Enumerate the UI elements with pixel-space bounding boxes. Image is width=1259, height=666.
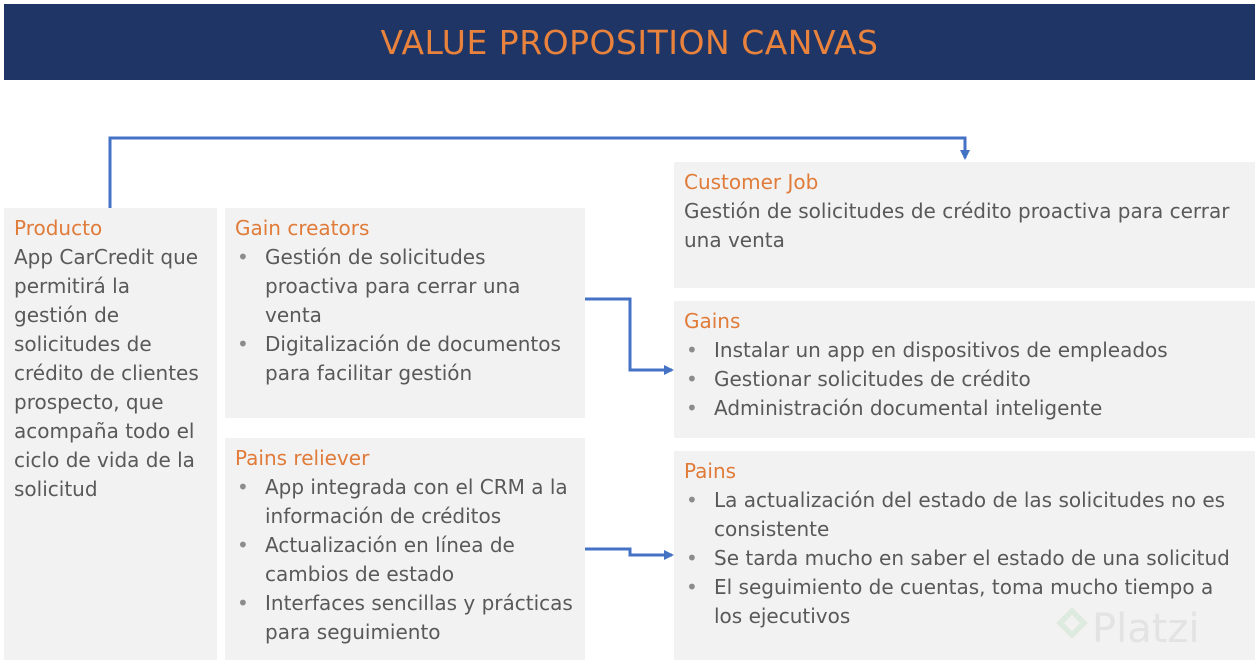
producto-box xyxy=(4,208,217,660)
gains-box xyxy=(674,301,1255,438)
platzi-watermark: Platzi xyxy=(1092,606,1200,652)
bullet-icon: • xyxy=(686,575,698,599)
list-item: • Gestión de solicitudes proactiva para cerrar una venta xyxy=(237,245,521,327)
gain-creators-box xyxy=(225,208,585,418)
bullet-icon: • xyxy=(237,533,249,557)
bullet-icon: • xyxy=(686,367,698,391)
list-item: • Gestionar solicitudes de crédito xyxy=(684,365,1245,394)
bullet-icon: • xyxy=(237,591,249,615)
bullet-icon: • xyxy=(686,546,698,570)
list-item: • Interfaces sencillas y prácticas para seguimiento xyxy=(237,591,573,644)
arrow-pains-reliever-to-pains xyxy=(585,549,672,555)
gains-title: Gains xyxy=(684,309,741,333)
bullet-icon: • xyxy=(686,338,698,362)
pains-reliever-title: Pains reliever xyxy=(235,446,370,470)
bullet-icon: • xyxy=(686,396,698,420)
bullet-icon: • xyxy=(237,332,249,356)
list-item: • La actualización del estado de las solicitudes no es consistente xyxy=(686,488,1226,541)
producto-body: App CarCredit que permitirá la gestión de solicitudes de crédito de clientes prospecto, que acompaña todo el ciclo de vida de la solicitud xyxy=(14,245,199,501)
platzi-logo-icon xyxy=(1052,604,1092,644)
pains-reliever-box xyxy=(225,438,585,660)
bullet-icon: • xyxy=(237,475,249,499)
gain-creators-list xyxy=(235,243,575,388)
producto-title: Producto xyxy=(14,216,103,240)
list-item: • App integrada con el CRM a la información de créditos xyxy=(237,475,568,528)
list-item: • El seguimiento de cuentas, toma mucho tiempo a los ejecutivos xyxy=(686,575,1214,628)
gains-list xyxy=(684,336,1245,423)
customer-job-title: Customer Job xyxy=(684,170,819,194)
list-item: • Administración documental inteligente xyxy=(684,394,1245,423)
arrow-gain-creators-to-gains xyxy=(585,299,672,370)
gain-creators-title: Gain creators xyxy=(235,216,370,240)
bullet-icon: • xyxy=(237,245,249,269)
list-item: • Digitalización de documentos para facilitar gestión xyxy=(237,332,561,385)
bullet-icon: • xyxy=(686,488,698,512)
pains-reliever-list xyxy=(235,473,575,647)
list-item: • Instalar un app en dispositivos de empleados xyxy=(684,336,1245,365)
list-item: • Actualización en línea de cambios de estado xyxy=(237,533,515,586)
customer-job-box xyxy=(674,162,1255,288)
list-item: • Se tarda mucho en saber el estado de una solicitud xyxy=(684,544,1245,573)
pains-title: Pains xyxy=(684,459,737,483)
page-title: VALUE PROPOSITION CANVAS xyxy=(380,22,879,62)
customer-job-body: Gestión de solicitudes de crédito proactiva para cerrar una venta xyxy=(684,199,1230,252)
